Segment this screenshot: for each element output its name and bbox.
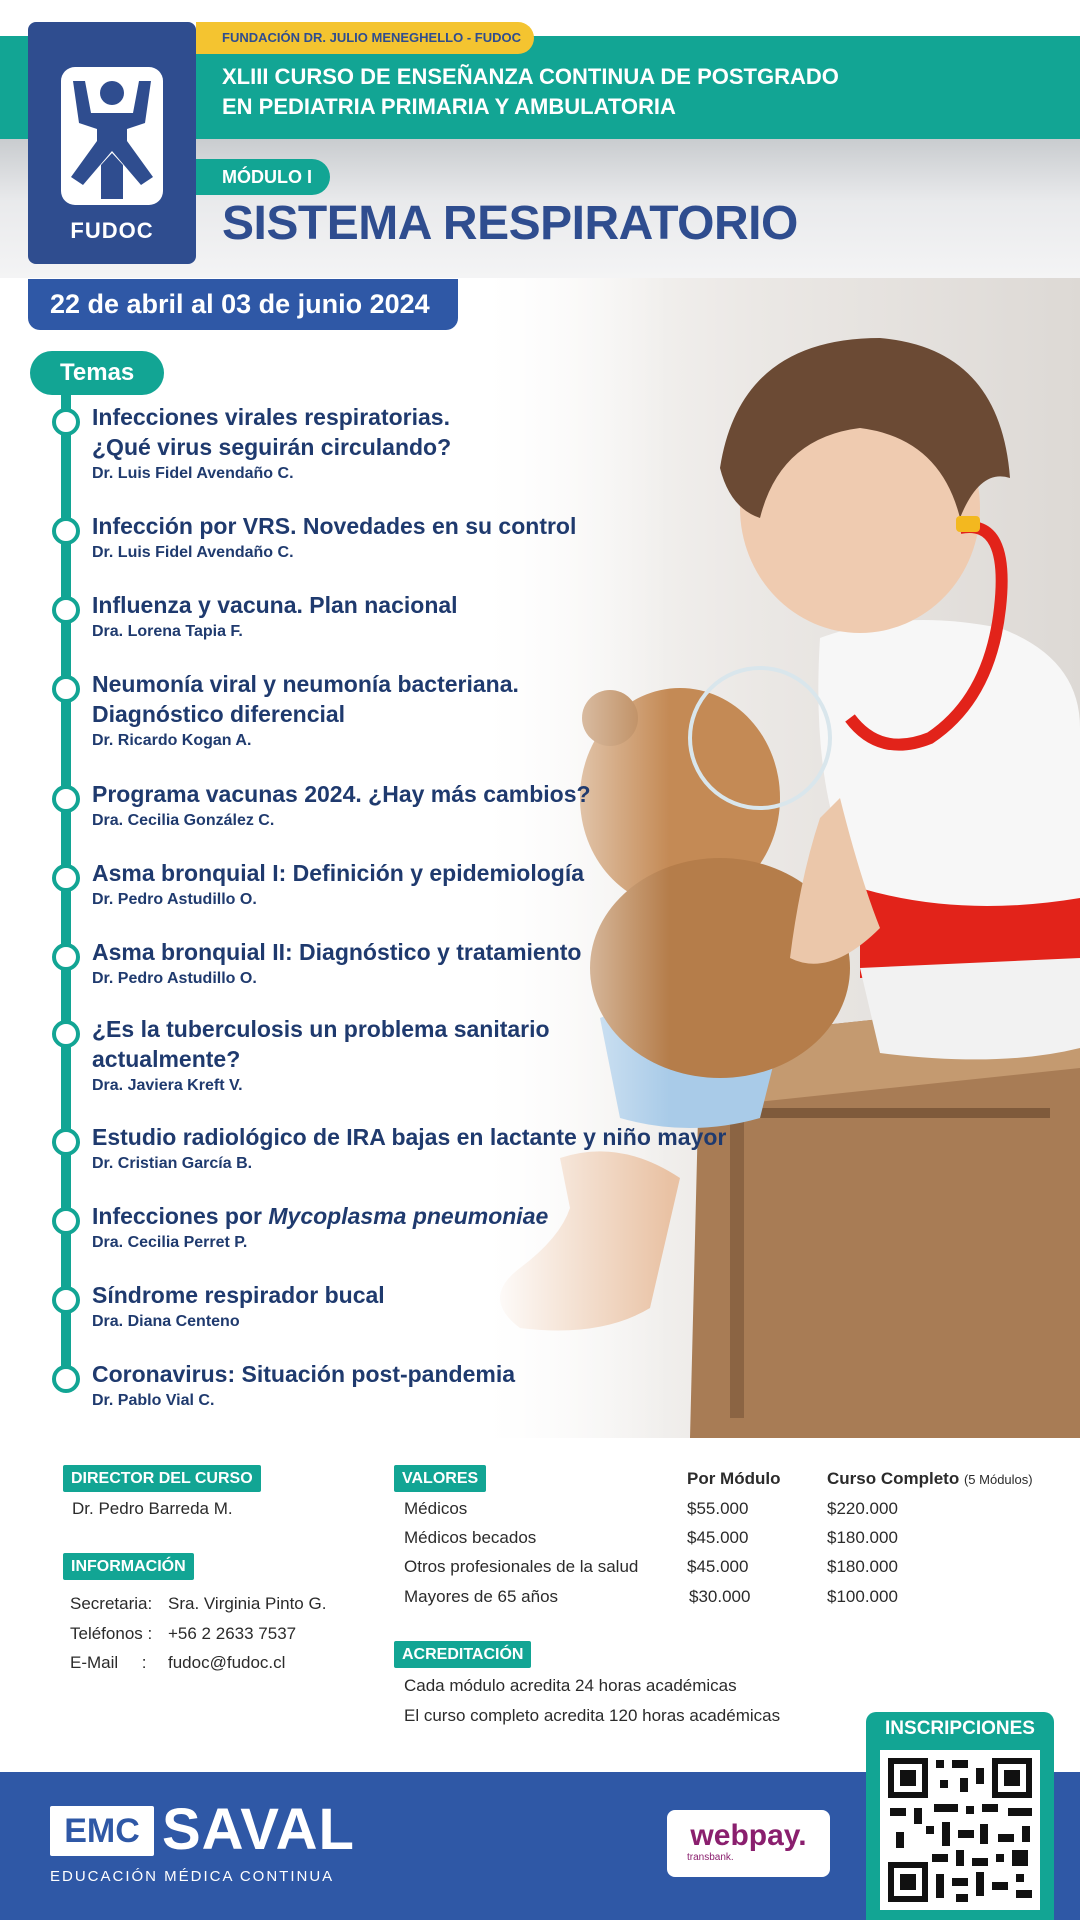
timeline-dot	[52, 596, 80, 624]
price-header-module: Por Módulo	[687, 1469, 781, 1488]
price-full: $180.000	[827, 1528, 898, 1547]
info-key-phone: Teléfonos :	[70, 1624, 153, 1643]
topic-title-italic: Mycoplasma pneumoniae	[268, 1203, 549, 1229]
topic-title: Programa vacunas 2024. ¿Hay más cambios?	[92, 781, 591, 807]
timeline-dot	[52, 1207, 80, 1235]
timeline-dot	[52, 517, 80, 545]
module-label: MÓDULO I	[196, 159, 330, 195]
price-category: Médicos	[404, 1499, 468, 1518]
topic-speaker: Dr. Pedro Astudillo O.	[92, 891, 257, 908]
topic-speaker: Dr. Luis Fidel Avendaño C.	[92, 465, 294, 482]
course-title	[222, 62, 1042, 122]
info-key-secretary: Secretaria:	[70, 1594, 153, 1613]
topic-title: Infección por VRS. Novedades en su control	[92, 513, 577, 539]
topic-title-line2: actualmente?	[92, 1046, 241, 1072]
topic-speaker: Dra. Diana Centeno	[92, 1313, 240, 1330]
topic-item	[52, 1359, 752, 1413]
webpay-logo[interactable]	[667, 1810, 830, 1877]
topic-speaker: Dra. Javiera Kreft V.	[92, 1077, 243, 1094]
timeline-dot	[52, 1365, 80, 1393]
topic-item	[52, 669, 752, 753]
timeline-dot	[52, 675, 80, 703]
timeline-dot	[52, 1020, 80, 1048]
price-header-full-text: Curso Completo	[827, 1469, 960, 1488]
saval-logo: SAVAL	[162, 1797, 355, 1862]
info-value-secretary: Sra. Virginia Pinto G.	[168, 1594, 327, 1613]
info-value-email[interactable]: fudoc@fudoc.cl	[168, 1653, 286, 1672]
transbank-text: transbank.	[687, 1852, 734, 1863]
price-module: $30.000	[689, 1587, 751, 1606]
price-full: $220.000	[827, 1499, 898, 1518]
price-module: $45.000	[687, 1557, 749, 1576]
topic-title: Neumonía viral y neumonía bacteriana.	[92, 671, 519, 697]
topic-title: Asma bronquial II: Diagnóstico y tratamiento	[92, 939, 582, 965]
topic-speaker: Dra. Cecilia González C.	[92, 812, 275, 829]
course-title-line2: EN PEDIATRIA PRIMARIA Y AMBULATORIA	[222, 94, 676, 119]
course-title-line1: XLIII CURSO DE ENSEÑANZA CONTINUA DE POSTGRADO	[222, 64, 839, 89]
price-module: $45.000	[687, 1528, 749, 1547]
price-full: $100.000	[827, 1587, 898, 1606]
price-category: Otros profesionales de la salud	[404, 1557, 639, 1576]
timeline-dot	[52, 943, 80, 971]
timeline-dot	[52, 864, 80, 892]
topic-title: Síndrome respirador bucal	[92, 1282, 385, 1308]
timeline-dot	[52, 1128, 80, 1156]
price-header-full-note: (5 Módulos)	[963, 1472, 1033, 1487]
topic-title: ¿Es la tuberculosis un problema sanitario	[92, 1016, 550, 1042]
accreditation-line1: Cada módulo acredita 24 horas académicas	[404, 1676, 737, 1695]
price-category: Médicos becados	[404, 1528, 537, 1547]
topic-item	[52, 590, 752, 644]
qr-code-icon[interactable]	[880, 1750, 1040, 1910]
info-label: INFORMACIÓN	[63, 1553, 194, 1580]
inscriptions-label: INSCRIPCIONES	[885, 1718, 1035, 1739]
module-title: SISTEMA RESPIRATORIO	[222, 197, 798, 250]
timeline-dot	[52, 408, 80, 436]
fudoc-logo-icon	[61, 67, 163, 205]
topic-speaker: Dr. Pablo Vial C.	[92, 1392, 215, 1409]
price-header-full	[827, 1469, 1033, 1489]
inscriptions-panel[interactable]	[866, 1712, 1054, 1920]
fudoc-logo	[28, 22, 196, 264]
topic-speaker: Dr. Ricardo Kogan A.	[92, 732, 252, 749]
topic-item	[52, 511, 752, 565]
topic-item	[52, 402, 752, 486]
topic-title-line2: Diagnóstico diferencial	[92, 701, 346, 727]
topic-title: Estudio radiológico de IRA bajas en lactante y niño mayor	[92, 1124, 727, 1150]
timeline-dot	[52, 785, 80, 813]
topic-title: Coronavirus: Situación post-pandemia	[92, 1361, 515, 1387]
price-full: $180.000	[827, 1557, 898, 1576]
price-module: $55.000	[687, 1499, 749, 1518]
topic-speaker: Dra. Cecilia Perret P.	[92, 1234, 248, 1251]
topics-label: Temas	[30, 351, 164, 395]
topic-speaker: Dr. Luis Fidel Avendaño C.	[92, 544, 294, 561]
topic-item	[52, 937, 752, 991]
info-value-phone[interactable]: +56 2 2633 7537	[168, 1624, 297, 1643]
director-label: DIRECTOR DEL CURSO	[63, 1465, 261, 1492]
price-category: Mayores de 65 años	[404, 1587, 559, 1606]
topic-speaker: Dr. Cristian García B.	[92, 1155, 253, 1172]
accreditation-label: ACREDITACIÓN	[394, 1641, 531, 1668]
topic-item	[52, 779, 752, 833]
topic-title-line2: ¿Qué virus seguirán circulando?	[92, 434, 452, 460]
topic-item	[52, 858, 752, 912]
course-dates: 22 de abril al 03 de junio 2024	[28, 279, 458, 330]
timeline-dot	[52, 1286, 80, 1314]
fudoc-logo-text: FUDOC	[70, 218, 154, 243]
topic-item	[52, 1201, 752, 1255]
topic-item	[52, 1122, 752, 1176]
accreditation-line2: El curso completo acredita 120 horas académicas	[404, 1706, 781, 1725]
emc-logo: EMC	[50, 1806, 154, 1856]
topic-speaker: Dra. Lorena Tapia F.	[92, 623, 243, 640]
foundation-label: FUNDACIÓN DR. JULIO MENEGHELLO - FUDOC	[196, 22, 534, 54]
prices-label: VALORES	[394, 1465, 486, 1492]
emc-tagline: EDUCACIÓN MÉDICA CONTINUA	[50, 1868, 335, 1885]
webpay-text: webpay.	[690, 1819, 807, 1852]
topic-title: Influenza y vacuna. Plan nacional	[92, 592, 458, 618]
info-key-email: E-Mail :	[70, 1653, 147, 1672]
topic-item	[52, 1014, 752, 1098]
topic-item	[52, 1280, 752, 1334]
topic-speaker: Dr. Pedro Astudillo O.	[92, 970, 257, 987]
topic-title-text: Infecciones por	[92, 1203, 269, 1229]
topic-title: Infecciones virales respiratorias.	[92, 404, 450, 430]
topic-title	[92, 1201, 752, 1231]
topic-title: Asma bronquial I: Definición y epidemiología	[92, 860, 585, 886]
director-name: Dr. Pedro Barreda M.	[72, 1499, 233, 1518]
